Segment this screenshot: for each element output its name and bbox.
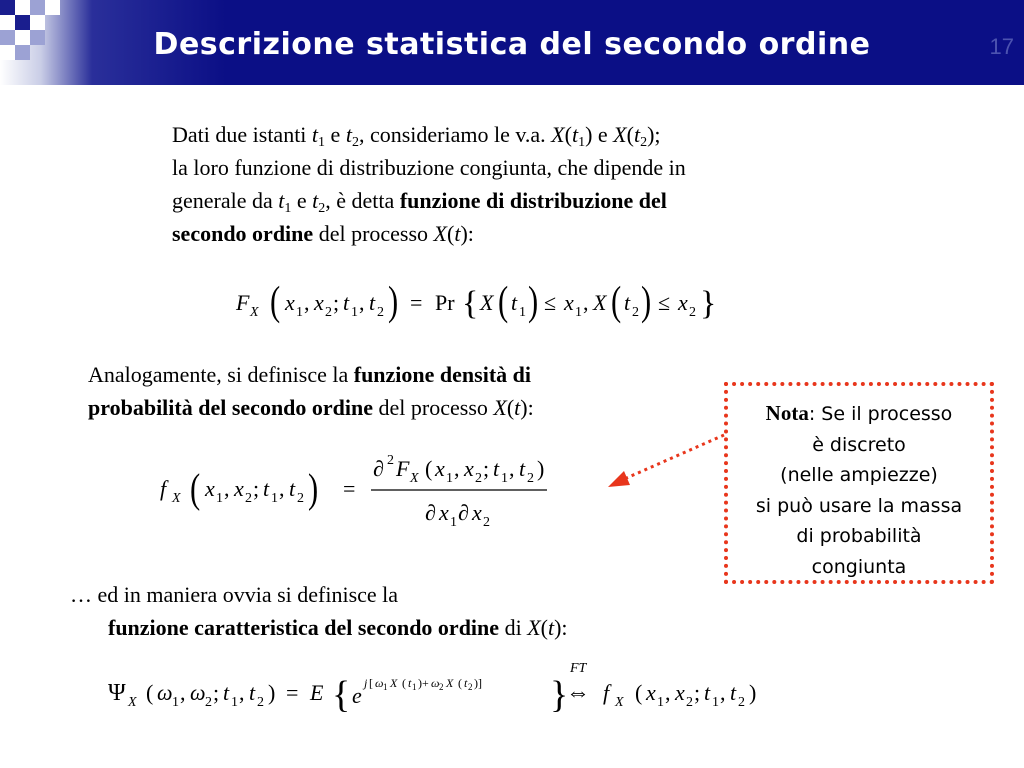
svg-text:2: 2 xyxy=(439,682,444,692)
svg-text:;: ; xyxy=(694,680,701,705)
svg-text:X: X xyxy=(615,695,624,710)
svg-text:ω: ω xyxy=(375,676,384,690)
svg-text:}: } xyxy=(550,674,569,716)
svg-text:FT: FT xyxy=(570,661,587,676)
svg-text:1: 1 xyxy=(501,471,508,486)
svg-text:,: , xyxy=(304,290,310,315)
svg-text:X: X xyxy=(390,676,398,690)
svg-text:x: x xyxy=(314,290,324,315)
svg-text:1: 1 xyxy=(216,491,223,506)
svg-text:): ) xyxy=(528,278,539,324)
svg-text:): ) xyxy=(308,465,319,512)
svg-text:t: t xyxy=(249,680,256,705)
svg-text:≤: ≤ xyxy=(544,290,557,315)
svg-text:Pr: Pr xyxy=(435,290,455,315)
svg-text:1: 1 xyxy=(172,695,179,710)
svg-text:,: , xyxy=(720,680,726,705)
svg-text:=: = xyxy=(410,290,423,315)
svg-text:t: t xyxy=(730,680,737,705)
svg-text:): ) xyxy=(749,680,757,705)
svg-text:2: 2 xyxy=(483,515,490,530)
svg-text:1: 1 xyxy=(657,695,664,710)
svg-text:t: t xyxy=(343,290,350,315)
note-box xyxy=(724,382,994,584)
paragraph-line: Dati due istanti $t_1$ e $t_2$, consideriamo le v.a. $X(t_1)$ e $X(t_2)$; xyxy=(172,122,661,150)
svg-text:x: x xyxy=(285,290,295,315)
svg-text:2: 2 xyxy=(527,471,534,486)
paragraph-line: funzione caratteristica del secondo ordine di X(t): xyxy=(108,615,568,640)
svg-text:)+: )+ xyxy=(418,676,429,690)
svg-text:2: 2 xyxy=(387,453,394,468)
svg-text:;: ; xyxy=(483,456,490,481)
svg-text:2: 2 xyxy=(205,695,212,710)
svg-text:): ) xyxy=(388,278,399,324)
svg-text:=: = xyxy=(343,476,356,501)
svg-text:x: x xyxy=(646,680,656,705)
svg-text:1: 1 xyxy=(296,305,303,320)
svg-text:2: 2 xyxy=(686,695,693,710)
svg-text:x: x xyxy=(205,476,215,501)
note-label: Nota xyxy=(765,401,809,425)
svg-text:t: t xyxy=(519,456,526,481)
svg-text:1: 1 xyxy=(383,682,388,692)
svg-text:ω: ω xyxy=(190,680,206,705)
svg-text:t: t xyxy=(223,680,230,705)
svg-text:t: t xyxy=(408,676,412,690)
svg-text:x: x xyxy=(675,680,685,705)
svg-text:x: x xyxy=(435,456,445,481)
formula-characteristic xyxy=(100,655,800,725)
svg-text:2: 2 xyxy=(377,305,384,320)
svg-text:{: { xyxy=(462,285,479,322)
svg-text:∂: ∂ xyxy=(373,456,384,481)
svg-text:X: X xyxy=(410,471,419,486)
svg-text:1: 1 xyxy=(519,305,526,320)
svg-text:2: 2 xyxy=(297,491,304,506)
svg-text:j: j xyxy=(364,676,368,690)
svg-text:): ) xyxy=(641,278,652,324)
svg-text:,: , xyxy=(239,680,245,705)
svg-text:f: f xyxy=(603,680,610,705)
svg-text:X: X xyxy=(250,305,259,320)
paragraph-characteristic xyxy=(70,578,770,644)
svg-text:(: ( xyxy=(425,456,433,481)
svg-text:2: 2 xyxy=(738,695,745,710)
svg-text:F: F xyxy=(236,290,250,315)
svg-text:2: 2 xyxy=(468,682,473,692)
svg-text:,: , xyxy=(359,290,365,315)
svg-text:2: 2 xyxy=(475,471,482,486)
svg-text:(: ( xyxy=(270,278,281,324)
svg-text:x: x xyxy=(234,476,244,501)
svg-text:,: , xyxy=(454,456,460,481)
paragraph-line: probabilità del secondo ordine del processo X(t): xyxy=(88,395,534,420)
svg-text:e: e xyxy=(352,683,362,708)
svg-text:E: E xyxy=(310,680,324,705)
svg-text:;: ; xyxy=(253,476,260,501)
svg-text:)]: )] xyxy=(474,676,482,690)
formula-density xyxy=(155,440,595,535)
svg-text:{: { xyxy=(332,674,351,716)
svg-text:(: ( xyxy=(458,676,462,690)
svg-text:}: } xyxy=(700,285,717,322)
paragraph-line: … ed in maniera ovvia si definisce la xyxy=(70,582,399,607)
slide-title: Descrizione statistica del secondo ordine xyxy=(153,27,871,62)
svg-text:1: 1 xyxy=(412,682,417,692)
svg-text:,: , xyxy=(509,456,515,481)
svg-text:x: x xyxy=(439,500,449,525)
svg-text:t: t xyxy=(624,290,631,315)
formula-distribution xyxy=(230,280,750,330)
note-arrow xyxy=(600,425,730,495)
svg-text:t: t xyxy=(289,476,296,501)
svg-text:,: , xyxy=(665,680,671,705)
svg-text:2: 2 xyxy=(245,491,252,506)
svg-text:,: , xyxy=(279,476,285,501)
svg-text:t: t xyxy=(369,290,376,315)
svg-text:Ψ: Ψ xyxy=(108,680,126,706)
svg-text:(: ( xyxy=(190,465,201,512)
note-text: Nota: Se il processo è discreto (nelle ampiezze) si può usare la massa di probabilità congiunta xyxy=(755,401,963,578)
svg-text:1: 1 xyxy=(231,695,238,710)
paragraph-line: secondo ordine del processo X(t): xyxy=(172,221,474,246)
svg-text:1: 1 xyxy=(575,305,582,320)
svg-text:ω: ω xyxy=(431,676,440,690)
svg-text:X: X xyxy=(128,695,137,710)
svg-text:2: 2 xyxy=(257,695,264,710)
svg-text:;: ; xyxy=(213,680,220,705)
page-number: 17 xyxy=(989,34,1014,59)
svg-text:,: , xyxy=(180,680,186,705)
svg-text:X: X xyxy=(446,676,454,690)
svg-text:x: x xyxy=(472,500,482,525)
svg-text:): ) xyxy=(537,456,545,481)
svg-text:x: x xyxy=(464,456,474,481)
svg-text:1: 1 xyxy=(446,471,453,486)
svg-text:F: F xyxy=(396,456,410,481)
svg-text:t: t xyxy=(493,456,500,481)
svg-text:X: X xyxy=(593,290,607,315)
svg-text:x: x xyxy=(564,290,574,315)
svg-text:(: ( xyxy=(146,680,154,705)
svg-text:ω: ω xyxy=(157,680,173,705)
svg-text:2: 2 xyxy=(689,305,696,320)
svg-text:t: t xyxy=(464,676,468,690)
svg-text:t: t xyxy=(511,290,518,315)
svg-text:2: 2 xyxy=(632,305,639,320)
svg-text:(: ( xyxy=(402,676,406,690)
svg-text:(: ( xyxy=(635,680,643,705)
svg-text:X: X xyxy=(172,491,181,506)
svg-text:1: 1 xyxy=(271,491,278,506)
paragraph-distribution xyxy=(172,118,852,250)
svg-text:∂: ∂ xyxy=(425,500,436,525)
svg-text:1: 1 xyxy=(450,515,457,530)
svg-text:f: f xyxy=(160,476,167,501)
paragraph-line: la loro funzione di distribuzione congiunta, che dipende in xyxy=(172,155,686,180)
svg-text:,: , xyxy=(583,290,589,315)
svg-text:⇔: ⇔ xyxy=(566,680,590,706)
svg-text:t: t xyxy=(704,680,711,705)
svg-text:(: ( xyxy=(498,278,509,324)
svg-text:∂: ∂ xyxy=(458,500,469,525)
svg-text:[: [ xyxy=(369,676,373,690)
svg-text:1: 1 xyxy=(351,305,358,320)
svg-text:=: = xyxy=(286,680,299,705)
paragraph-line: Analogamente, si definisce la funzione densità di xyxy=(88,362,532,387)
svg-text:): ) xyxy=(268,680,276,705)
paragraph-line: generale da $t_1$ e $t_2$, è detta funzione di distribuzione del xyxy=(172,188,667,216)
svg-text:2: 2 xyxy=(325,305,332,320)
svg-text:;: ; xyxy=(333,290,340,315)
svg-text:(: ( xyxy=(611,278,622,324)
slide-header xyxy=(0,0,1024,85)
paragraph-density xyxy=(88,358,688,424)
svg-text:X: X xyxy=(480,290,494,315)
svg-text:≤: ≤ xyxy=(658,290,671,315)
svg-text:x: x xyxy=(678,290,688,315)
svg-text:1: 1 xyxy=(712,695,719,710)
svg-text:t: t xyxy=(263,476,270,501)
svg-text:,: , xyxy=(224,476,230,501)
